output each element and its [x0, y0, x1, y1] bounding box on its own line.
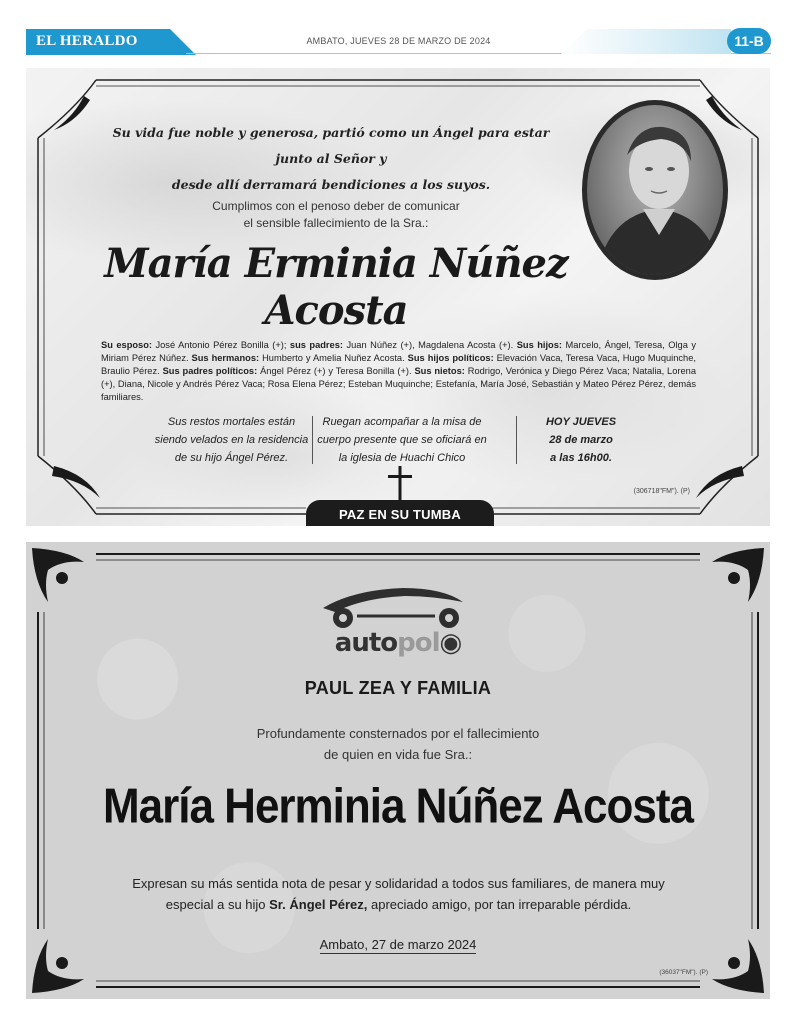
wake-info — [144, 413, 319, 467]
intro-line-1: Profundamente consternados por el fallecimiento — [256, 726, 540, 741]
ad-reference: (306718"FM"). (P) — [633, 488, 690, 495]
deceased-name: María Erminia Núñez Acosta — [104, 240, 568, 334]
memorial-quote — [96, 120, 566, 198]
condolence-message — [121, 873, 676, 915]
column-divider — [516, 416, 517, 464]
mass-line: Ruegan acompañar a la misa de — [322, 416, 482, 428]
relative-names: Elevación Vaca, Teresa Vaca, Hugo Muquinche, Braulio Pérez. — [101, 353, 696, 376]
announcement-intro — [186, 198, 486, 232]
mass-line: cuerpo presente que se oficiará en — [317, 434, 487, 446]
intro-line-1: Cumplimos con el penoso deber de comunicar — [212, 199, 460, 213]
relative-label: sus padres: — [289, 340, 343, 350]
sender-name: PAUL ZEA Y FAMILIA — [304, 678, 492, 698]
page-number: 11-B — [727, 28, 771, 54]
city-date-text: Ambato, 27 de marzo 2024 — [319, 937, 477, 952]
relative-label: Sus padres políticos: — [162, 366, 258, 376]
ad-reference: (36037"FM"). (P) — [659, 969, 708, 976]
relative-label: Sus hermanos: — [191, 353, 260, 363]
wake-line: siendo velados en la residencia — [154, 434, 309, 446]
relative-names: José Antonio Pérez Bonilla (+); — [152, 340, 290, 350]
son-name: Sr. Ángel Pérez, — [269, 897, 368, 912]
rest-in-peace-banner: PAZ EN SU TUMBA — [306, 500, 494, 526]
message-text: especial a su hijo — [165, 897, 270, 912]
obituary-notice-2 — [26, 542, 770, 999]
portrait-silhouette-icon — [587, 105, 723, 275]
message-line-2 — [121, 894, 676, 915]
relatives-list — [101, 339, 696, 404]
logo-word-dark: auto — [334, 628, 398, 658]
logo-word-light: pol — [397, 628, 440, 658]
relative-label: Sus hijos políticos: — [407, 353, 494, 363]
page-header — [26, 26, 771, 54]
logo-target-icon: ◉ — [439, 628, 462, 658]
relative-label: Su esposo: — [101, 340, 152, 350]
cross-icon — [388, 466, 412, 500]
relative-names: Rodrigo, Verónica y Diego Pérez Vaca; Natalia, Lorena (+), Diana, Nicole y Andrés Pérez Vaca; Rosa Elena Pérez; Esteban Muquinche; Estefanía, María José, Sebastián y Mateo Pérez Pérez, demás familiares. — [101, 366, 696, 402]
relative-label: Sus hijos: — [516, 340, 563, 350]
quote-line-2: desde allí derramará bendiciones a los suyos. — [171, 177, 491, 192]
time-line: a las 16h00. — [550, 452, 612, 464]
deceased-name: María Herminia Núñez Acosta — [103, 779, 693, 834]
relative-names: Juan Núñez (+), Magdalena Acosta (+). — [343, 340, 517, 350]
time-line: 28 de marzo — [549, 434, 613, 446]
header-right-tab — [561, 29, 731, 54]
intro-line-2: de quien en vida fue Sra.: — [323, 747, 473, 762]
mass-time — [526, 413, 636, 467]
mass-info — [314, 413, 490, 467]
newspaper-brand: EL HERALDO — [36, 33, 138, 49]
relative-label: Sus nietos: — [414, 366, 465, 376]
mass-line: la iglesia de Huachi Chico — [338, 452, 466, 464]
relative-names: Marcelo, Ángel, Teresa, Olga y Miriam Pérez Núñez. — [101, 340, 697, 363]
message-line-1: Expresan su más sentida nota de pesar y solidaridad a todos sus familiares, de manera muy — [132, 876, 665, 891]
brand-logo-text — [313, 628, 483, 658]
relative-names: Humberto y Amelia Nuñez Acosta. — [259, 353, 408, 363]
quote-line-1: Su vida fue noble y generosa, partió como un Ángel para estar junto al Señor y — [112, 125, 550, 166]
obituary-notice-1 — [26, 68, 770, 526]
place-and-date — [26, 937, 770, 952]
relative-names: Ángel Pérez (+) y Teresa Bonilla (+). — [257, 366, 415, 376]
wake-line: Sus restos mortales están — [167, 416, 296, 428]
intro-line-2: el sensible fallecimiento de la Sra.: — [243, 216, 429, 230]
condolence-intro — [206, 723, 590, 765]
wake-line: de su hijo Ángel Pérez. — [174, 452, 289, 464]
message-text: apreciado amigo, por tan irreparable pérdida. — [367, 897, 632, 912]
column-divider — [312, 416, 313, 464]
dateline: AMBATO, JUEVES 28 DE MARZO DE 2024 — [306, 36, 491, 46]
time-line: HOY JUEVES — [545, 416, 617, 428]
deceased-photo — [582, 100, 728, 280]
